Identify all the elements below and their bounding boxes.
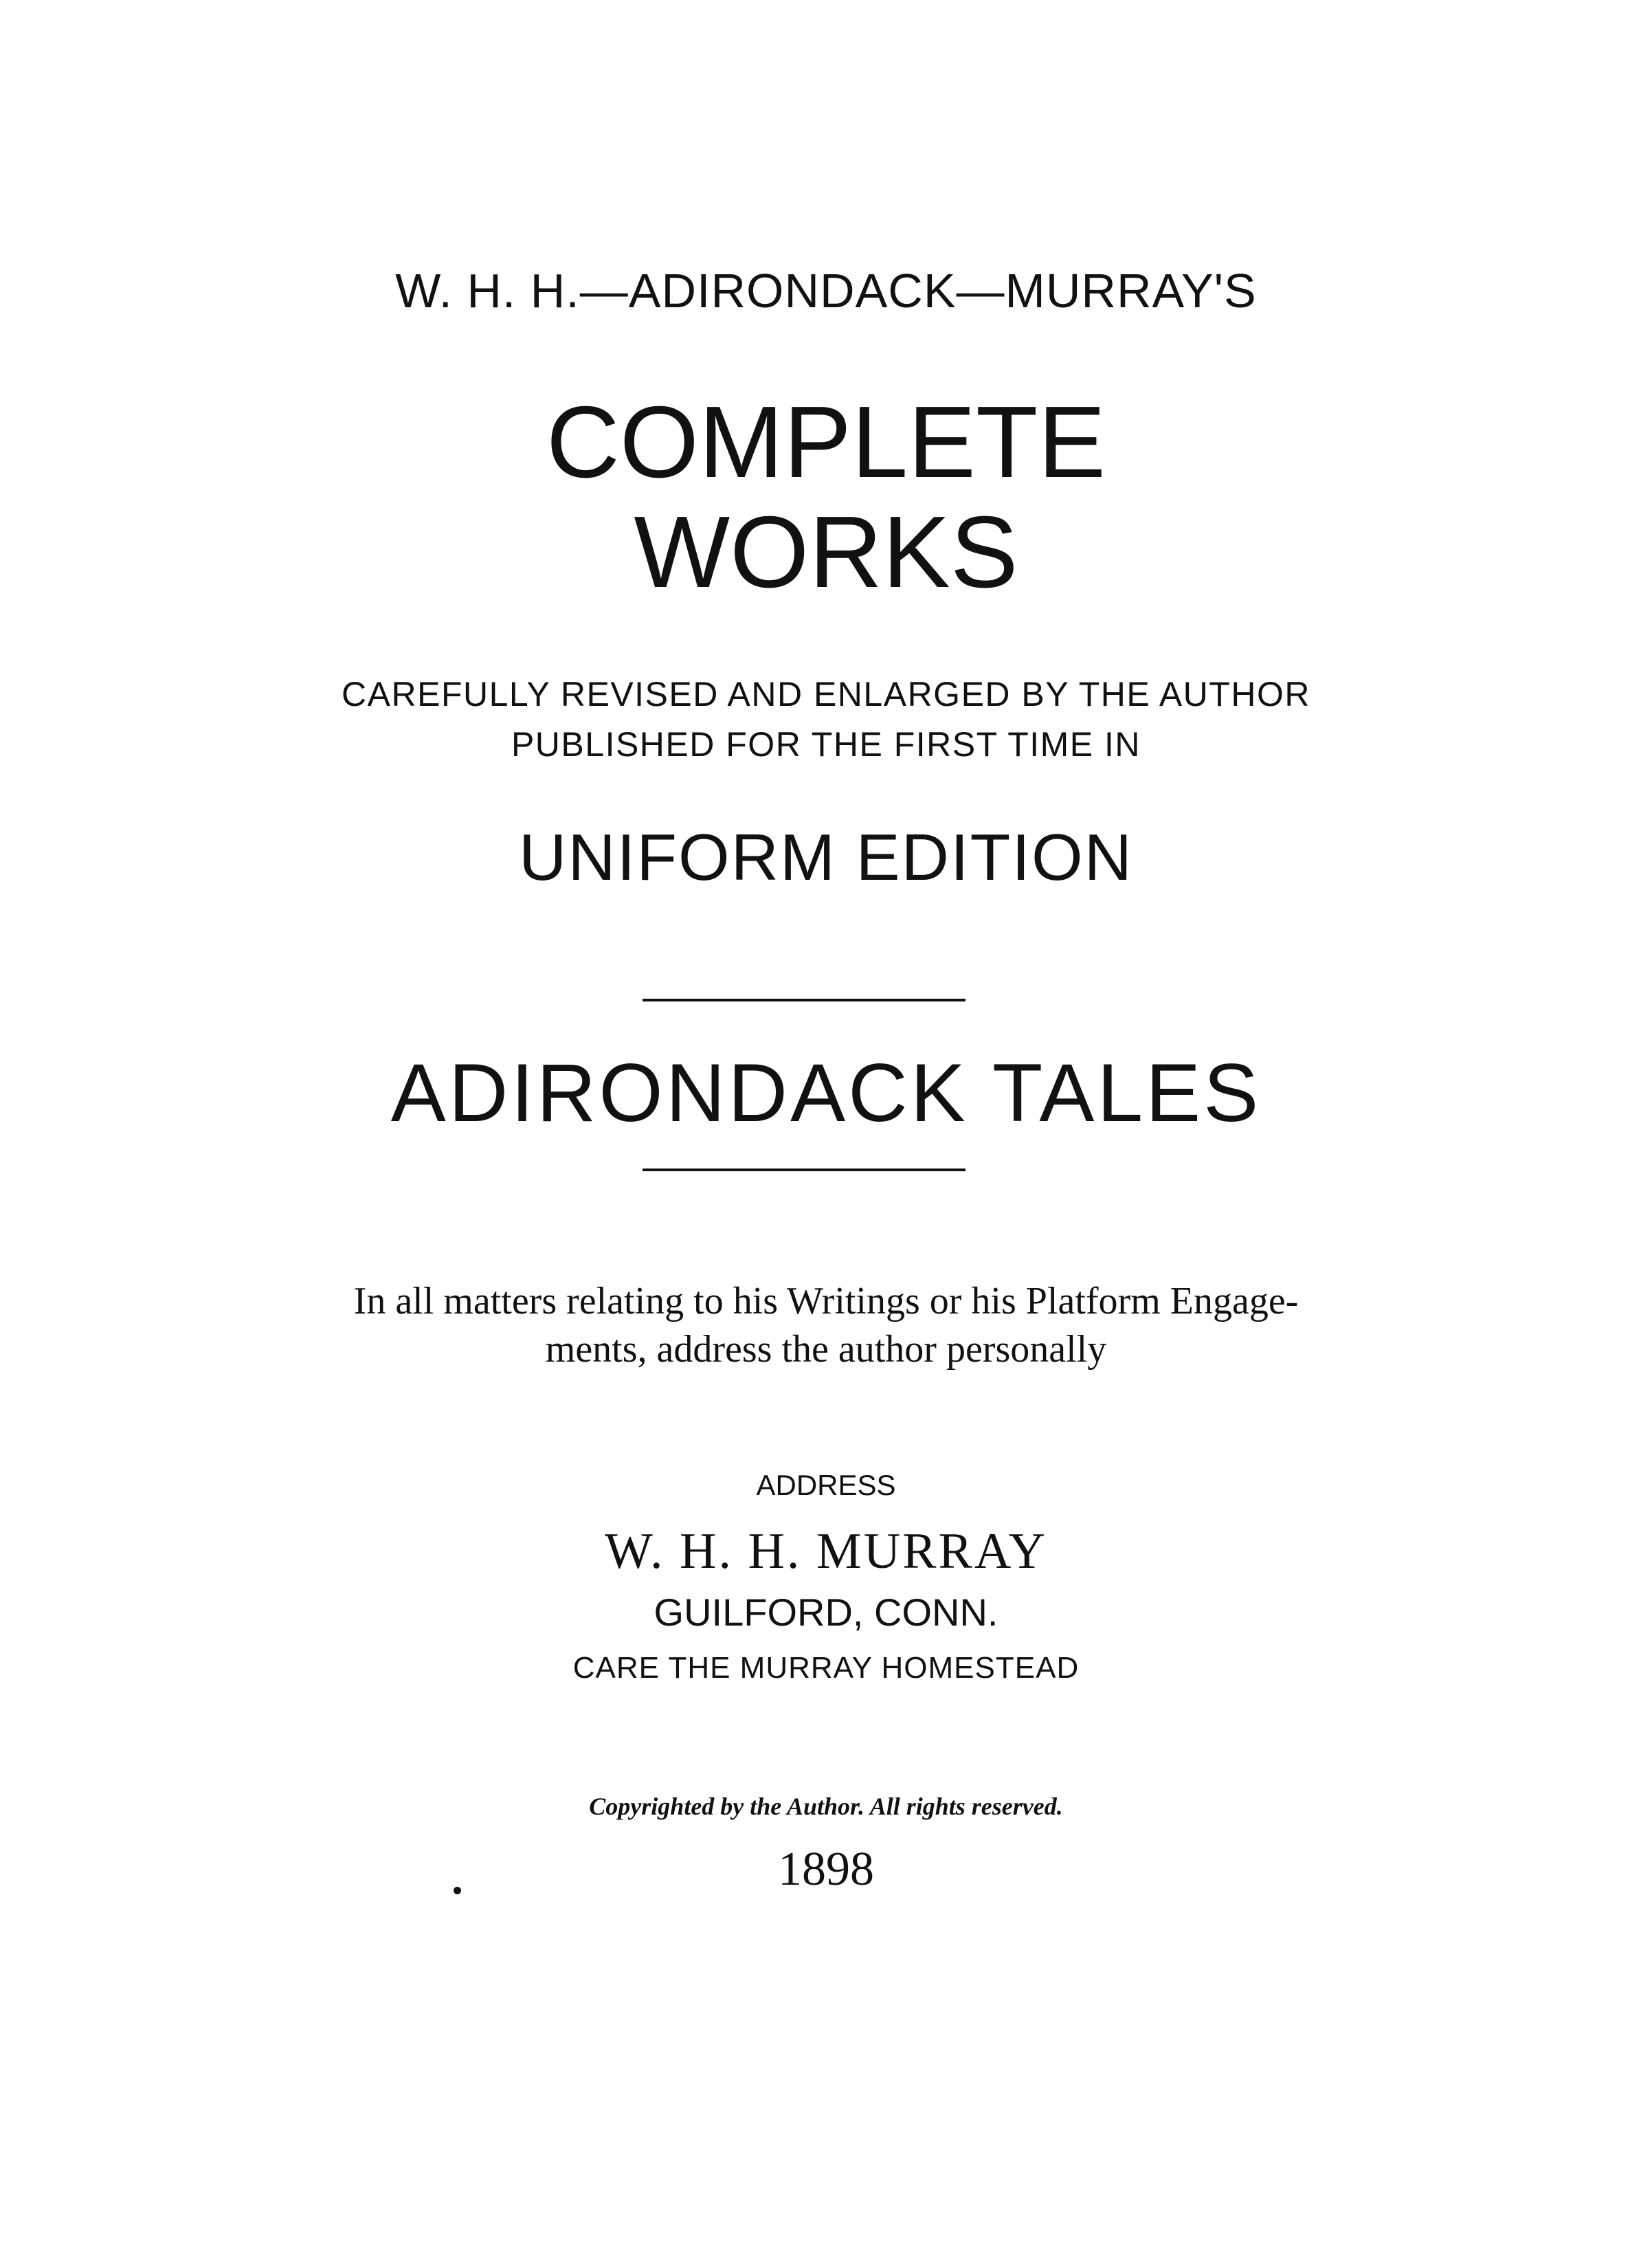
notice-line2: ments, address the author personally (545, 1328, 1107, 1371)
publication-year: 1898 (778, 1843, 874, 1896)
series-title-line1: COMPLETE (546, 386, 1106, 499)
edition-heading: UNIFORM EDITION (519, 821, 1133, 894)
book-title: ADIRONDACK TALES (390, 1047, 1262, 1139)
divider-top (643, 999, 965, 1001)
series-title-line2: WORKS (634, 496, 1018, 609)
address-care-of: CARE THE MURRAY HOMESTEAD (572, 1651, 1080, 1685)
address-city: GUILFORD, CONN. (654, 1591, 998, 1634)
subtitle-line2: PUBLISHED FOR THE FIRST TIME IN (511, 725, 1141, 764)
address-name: W. H. H. MURRAY (605, 1523, 1047, 1580)
divider-bottom (643, 1168, 965, 1171)
notice-line1: In all matters relating to his Writings or his Platform Engage- (353, 1280, 1299, 1322)
copyright-notice: Copyrighted by the Author. All rights reserved. (589, 1793, 1063, 1820)
subtitle-line1: CAREFULLY REVISED AND ENLARGED BY THE AUTHOR (342, 675, 1310, 713)
printing-dot-mark (454, 1887, 461, 1894)
address-label: ADDRESS (756, 1469, 896, 1501)
author-heading: W. H. H.—ADIRONDACK—MURRAY'S (395, 264, 1257, 318)
